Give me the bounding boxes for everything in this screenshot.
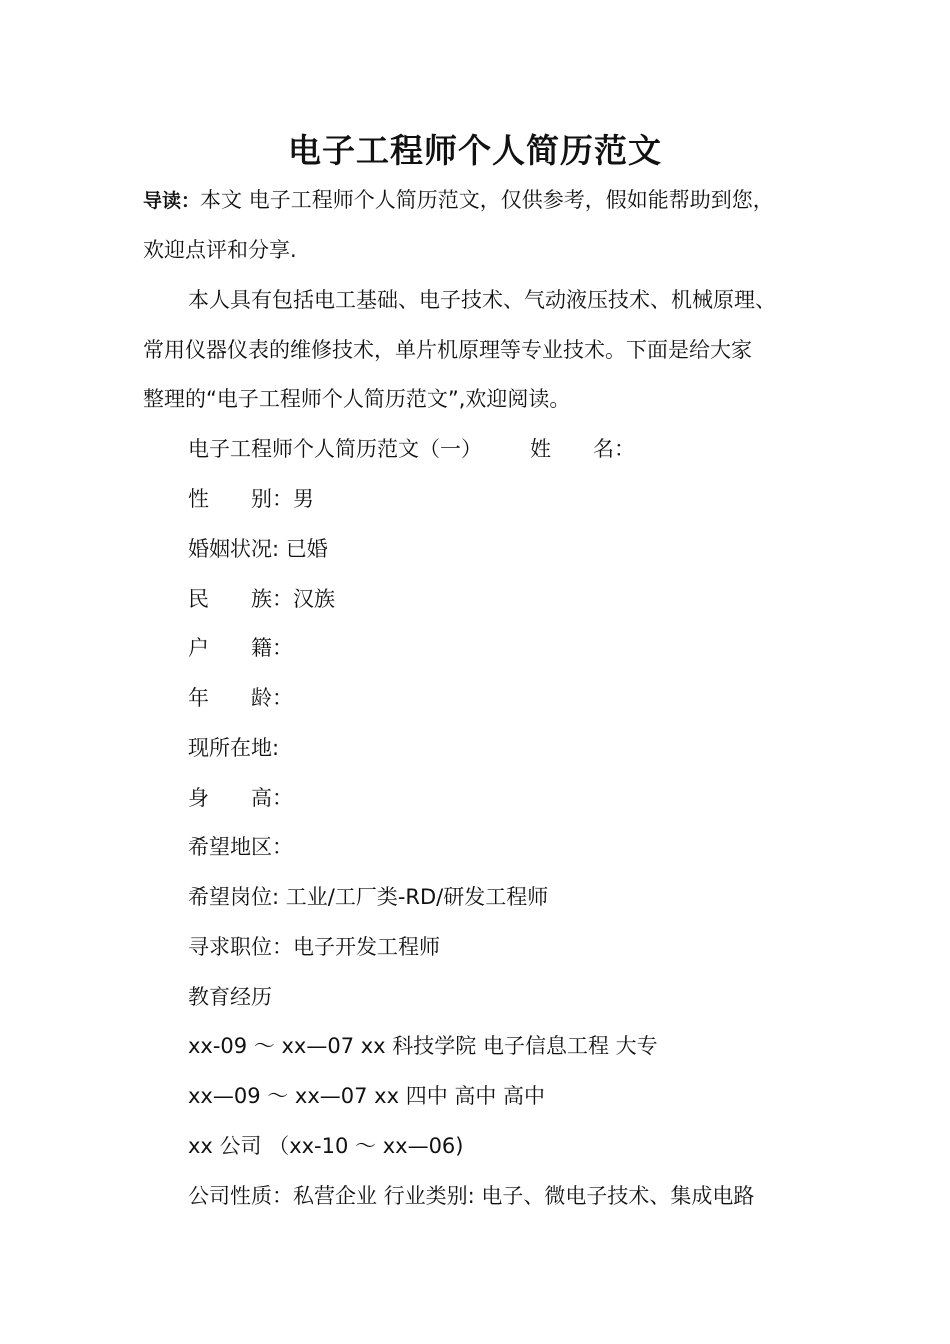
ethnicity-label: 民 族：	[188, 587, 293, 611]
resume-heading: 电子工程师个人简历范文（一）	[188, 437, 482, 461]
work-nature-line	[188, 1181, 754, 1211]
name-label: 姓 名：	[530, 437, 635, 461]
intro-line-2: 欢迎点评和分享.	[143, 238, 297, 262]
marital-label: 婚姻状况:	[188, 537, 280, 561]
marital-value: 已婚	[285, 537, 328, 561]
education-entry-1: xx-09 ～ xx—07 xx 科技学院 电子信息工程 大专	[188, 1034, 658, 1058]
work-nature-value: 私营企业 行业类别: 电子、微电子技术、集成电路	[293, 1184, 755, 1208]
age-line: 年 龄：	[188, 686, 293, 710]
intro-text-1: 本文 电子工程师个人简历范文，仅供参考，假如能帮助到您，	[200, 188, 774, 212]
intro-lead-label: 导读：	[143, 190, 201, 212]
seeking-label: 寻求职位：	[188, 935, 293, 959]
desired-region-line: 希望地区：	[188, 835, 293, 859]
education-entry-2: xx—09 ～ xx—07 xx 四中 高中 高中	[188, 1084, 546, 1108]
resume-heading-line	[188, 434, 635, 464]
marital-line	[188, 534, 328, 564]
ethnicity-line	[188, 584, 335, 614]
work-company-line: xx 公司 （xx-10 ～ xx—06)	[188, 1134, 464, 1158]
seeking-value: 电子开发工程师	[293, 935, 440, 959]
intro-line-1	[143, 185, 774, 216]
height-line: 身 高：	[188, 786, 293, 810]
desired-position-line	[188, 882, 548, 912]
desired-position-label: 希望岗位:	[188, 885, 280, 909]
location-line: 现所在地:	[188, 736, 280, 760]
desired-position-value: 工业/工厂类-RD/研发工程师	[285, 885, 549, 909]
paragraph-line-2: 常用仪器仪表的维修技术，单片机原理等专业技术。下面是给大家	[143, 338, 752, 362]
gender-value: 男	[293, 487, 314, 511]
work-nature-label: 公司性质：	[188, 1184, 293, 1208]
gender-label: 性 别：	[188, 487, 293, 511]
household-line: 户 籍：	[188, 636, 293, 660]
seeking-line	[188, 932, 440, 962]
document-title: 电子工程师个人简历范文	[288, 131, 662, 170]
ethnicity-value: 汉族	[293, 587, 335, 611]
gender-line	[188, 484, 314, 514]
education-heading: 教育经历	[188, 985, 272, 1009]
paragraph-line-3: 整理的“电子工程师个人简历范文”,欢迎阅读。	[143, 387, 571, 411]
paragraph-line-1: 本人具有包括电工基础、电子技术、气动液压技术、机械原理、	[188, 288, 776, 312]
